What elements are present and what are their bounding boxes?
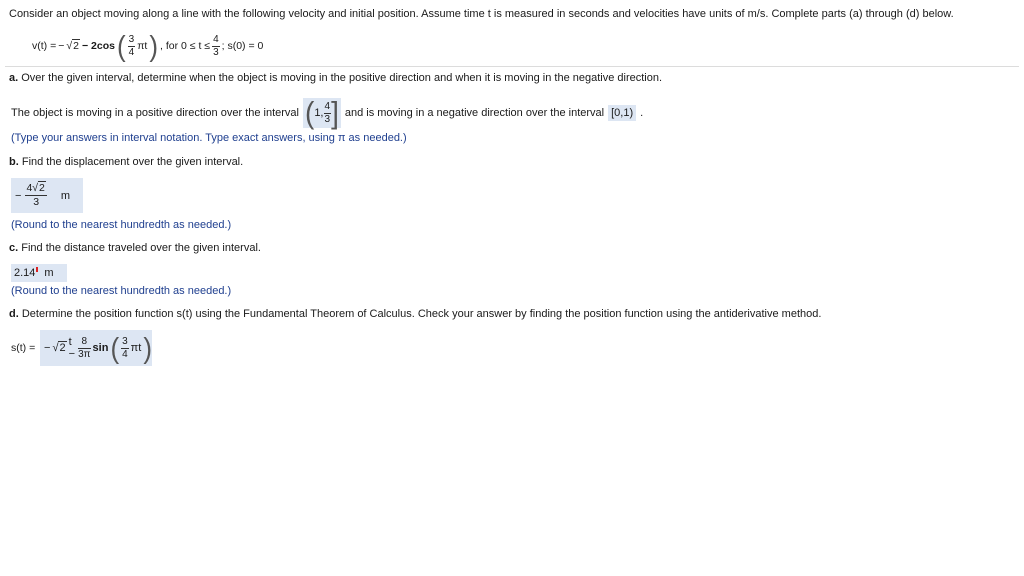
velocity-lhs: v(t) = bbox=[32, 40, 57, 52]
part-a-label: a. bbox=[9, 72, 19, 84]
displacement-answer[interactable] bbox=[11, 178, 83, 213]
displacement-unit: m bbox=[60, 189, 71, 202]
position-frac-denominator: 3π bbox=[78, 348, 91, 360]
coef-denominator: 4 bbox=[128, 46, 135, 58]
coef-fraction bbox=[128, 35, 136, 58]
interval-upper-numerator: 4 bbox=[324, 100, 331, 112]
part-c-text: Find the distance traveled over the given interval. bbox=[21, 242, 261, 254]
part-b-text: Find the displacement over the given interval. bbox=[21, 156, 244, 168]
position-t-minus: t − bbox=[68, 336, 76, 360]
position-fraction bbox=[78, 337, 90, 360]
interval-left-paren: ( bbox=[304, 95, 315, 130]
part-d-label: d. bbox=[9, 308, 19, 320]
part-c-hint: (Round to the nearest hundredth as needed.) bbox=[11, 285, 232, 297]
velocity-equation bbox=[32, 29, 264, 63]
position-label bbox=[11, 342, 35, 354]
distance-answer[interactable] bbox=[11, 264, 67, 282]
sin-inner-denominator: 4 bbox=[122, 348, 128, 360]
negative-interval-sentence: and is moving in a negative direction over the interval bbox=[344, 107, 605, 119]
minus-sign: − bbox=[58, 40, 65, 52]
distance-unit: m bbox=[44, 267, 54, 279]
initial-condition: ; s(0) = 0 bbox=[221, 40, 264, 52]
part-a-prompt bbox=[9, 72, 662, 84]
left-paren: ( bbox=[116, 29, 126, 63]
interval-upper-fraction bbox=[324, 102, 332, 125]
positive-interval-sentence: The object is moving in a positive direction over the interval bbox=[11, 107, 299, 119]
sin-left-paren: ( bbox=[110, 331, 120, 365]
interval-upper-denominator: 3 bbox=[324, 113, 331, 125]
distance-value: 2.14 bbox=[14, 267, 38, 279]
t-upper-fraction bbox=[212, 35, 220, 58]
interval-lower: 1, bbox=[314, 107, 324, 119]
part-c-label: c. bbox=[9, 242, 19, 254]
displacement-numerator: 4√2 bbox=[26, 182, 45, 195]
t-upper-numerator: 4 bbox=[213, 33, 219, 45]
coef-numerator: 3 bbox=[128, 33, 135, 45]
part-a-answer-row bbox=[11, 95, 644, 130]
right-paren: ) bbox=[149, 29, 159, 63]
part-d-text: Determine the position function s(t) using the Fundamental Theorem of Calculus. Check your answer by finding the position function using the antiderivative method. bbox=[21, 308, 822, 320]
problem-intro: Consider an object moving along a line with the following velocity and initial position. Assume time t is measured in seconds and velocities have units of m/s. Complete parts (a) through (d) below. bbox=[9, 8, 954, 20]
part-d-prompt bbox=[9, 308, 821, 320]
position-minus: − bbox=[44, 342, 51, 354]
pi-t: πt bbox=[137, 40, 148, 52]
part-a-hint: (Type your answers in interval notation. Type exact answers, using π as needed.) bbox=[11, 132, 407, 144]
sentence-period: . bbox=[640, 107, 644, 119]
divider bbox=[5, 66, 1019, 67]
interval-right-bracket: ] bbox=[331, 95, 339, 130]
cos-term: − 2cos bbox=[81, 40, 115, 52]
position-lhs: s(t) = bbox=[11, 342, 36, 354]
sin-inner-fraction bbox=[121, 337, 129, 360]
sin-right-paren: ) bbox=[143, 331, 152, 365]
text-cursor bbox=[36, 267, 38, 272]
part-b-prompt bbox=[9, 156, 243, 168]
position-function-answer[interactable] bbox=[40, 330, 152, 366]
sin-function: sin bbox=[92, 342, 109, 354]
sqrt-radicand: 2 bbox=[73, 40, 79, 52]
displacement-fraction bbox=[25, 183, 46, 207]
sin-inner-numerator: 3 bbox=[122, 335, 128, 347]
positive-interval-answer[interactable] bbox=[303, 95, 341, 130]
position-frac-numerator: 8 bbox=[81, 335, 88, 347]
domain-text: , for 0 ≤ t ≤ bbox=[160, 40, 211, 52]
negative-interval-answer[interactable]: [0,1) bbox=[608, 105, 636, 121]
position-sqrt: √2 bbox=[52, 342, 66, 354]
displacement-sign: − bbox=[15, 189, 22, 202]
sqrt-expression: √2 bbox=[66, 40, 79, 52]
part-b-label: b. bbox=[9, 156, 19, 168]
part-b-hint: (Round to the nearest hundredth as needed.) bbox=[11, 219, 232, 231]
sin-pi-t: πt bbox=[130, 342, 142, 354]
part-a-text: Over the given interval, determine when the object is moving in the positive direction and when it is moving in the negative direction. bbox=[21, 72, 663, 84]
displacement-denominator: 3 bbox=[33, 196, 40, 209]
t-upper-denominator: 3 bbox=[213, 46, 219, 58]
part-c-prompt bbox=[9, 242, 261, 254]
